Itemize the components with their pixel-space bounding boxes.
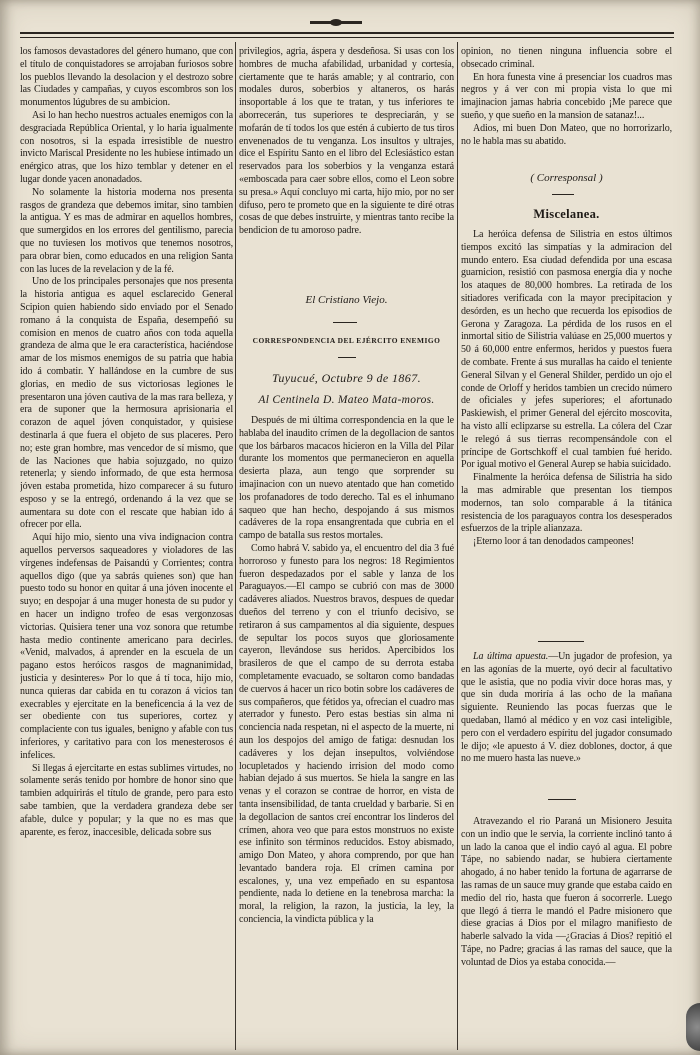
header-rule-thick <box>20 32 674 34</box>
section-title: CORRESPONDENCIA DEL EJÉRCITO ENEMIGO <box>252 336 441 345</box>
paragraph: Como habrá V. sabido ya, el encuentro del dia 3 fué horroroso y funesto para los negros: 18 Regimientos fueron despedazados por el sable y lanza de los Paraguayos.—El campo se cubrió con mas de 3000 cadáveres aliados. Nuestros bravos, despues de quedar dueños del terreno y con el triunfo decisivo, se retiraron á sus campamentos al dia siguiente, despues de sepultar los pocos suyos que gloriosamente cayeron, llevándose sus heridos. Apercibidos los brasileros de que el campo de su derrota estaba completamente evacuado, se soltaron como bandadas de cuervos á hacer un rico botin sobre los cadáveres de sus compañeros, que fétidos ya, ofrecian el cuadro mas aterrador y funesto. Pero estas bestias sin alma ni conciencia nada respetan, ni el aspecto de la muerte, ni aun los despojos del amigo de fatiga: desnudan los cadáveres y los dejan insepultos, volviéndose locupletados y haciendo irrision del modo como habian dejado á sus muertos. Se hiela la sangre en las venas y el corazon se contrae de horror, en vista de tanta insensibilidad, de tanta crueldad y barbarie. Si en la degollacion de santos creí encontrar los linderos del crímen, ahora veo que para estos monstruos no existe ese infinito son términos reducidos. Estoy abismado, amigo Don Mateo, y ahora comprendo, por que han levantado bandera roja. El crímen camina por escalones, y, una vez empeñado en su espantosa pendiente, nada lo detiene en la tenebrosa marcha: la moral, la religion, la razon, la justicia, la ley, la conciencia, la vindicta pública y la <box>239 542 454 926</box>
column-2-letter-end <box>239 46 454 286</box>
paragraph: Si llegas á ejercitarte en estas sublimes virtudes, no solamente serás tenido por hombre de honor sino que tambien adquirirás el título de grande, pero para esto sabe tambien, que la verdadera grandeza debe ser afable, dulce y popular; y la que no es mas que aparente, es feroz, inaccesible, delicada sobre sus <box>20 762 233 838</box>
anecdote-parana <box>461 816 672 1046</box>
section-title: Miscelanea. <box>533 207 600 221</box>
paragraph: En hora funesta vine á presenciar los cuadros mas negros y á ver con mi propia vista lo que mi imajinacion jamas habria concebido ¡Me parece que sueño, y que sueño en la mansion de satanaz!... <box>461 71 672 121</box>
section-rule <box>333 322 357 323</box>
paragraph: Asi lo han hecho nuestros actuales enemigos con la desgraciada República Oriental, y lo haria igualmente con nosotros, si la espada irresistible de nuestro invicto Mariscal Presidente no les hubiese intimado un enérgico atras, que los hizo temblar y detener en el lugar donde yacen anonadados. <box>20 109 233 185</box>
header-rule-thin <box>20 37 674 38</box>
anecdote-title: La última apuesta. <box>473 651 549 662</box>
paragraph: Después de mi última correspondencia en la que le hablaba del inaudito crímen de la degollacion de santos que los bárbaros macacos hicieron en la Villa del Pilar durante los momentos que permanecieron en aquella desierta plaza, aun tengo que sorprender su imajinacion con un nuevo atentado que han cometido los profanadores de todo derecho. Tal es el inhumano saqueo que han hecho, despojando á sus mismos cadáveres de la ropa ensangrentada que cubria en el campo de batalla sus restos mortales. <box>239 415 454 542</box>
library-stamp <box>686 1003 700 1051</box>
section-rule <box>538 641 584 642</box>
paragraph: privilegios, agria, áspera y desdeñosa. Si usas con los hombres de mucha afabilidad, urbanidad y cortesía, ciertamente que te harás amable; y al contrario, con modales duros, soberbios y altaneros, os harás insoportable á los que te tratan, y tus inferiores te aborrecerán, tus superiores te despreciarán, y se mofarán de tí todos los que estén á cubierto de tus tiros envenenados de tu venganza. Los insultos y ultrajes, dice el Espíritu Santo en el libro del Eclesiástico estan reservados para los soberbios y la venganza estará «emboscada para caer sobre ellos, como el Leon sobre su presa.» Aquí concluyo mi carta, hijo mio, por no ser difuso, pero te prometo que en la siguiente te diré otras cosas de que debes instruirte, y mientras tanto recibe la bendicion de tu amoroso padre. <box>239 46 454 237</box>
paragraph: Aquí hijo mio, siento una viva indignacion contra aquellos perversos saqueadores y violadores de las vírgenes indefensas de Paisandú y Corrientes; contra aquellos digo (que ya sabrás quienes son) que han puesto todo su honor en quitar á una jóven inocente el suyo; en despojar á una muger honesta de su pudor y en hacer un indigno trofeo de esas vergonzosas victorias. Quisiera tener una voz sonora que retumbe hasta medio continente americano para decirles. «Venid, malvados, á aprender en la escuela de un pagano estos heróicos rasgos de magnanimidad, justicia y desinteres» Por lo que á tí toca, hijo mio, nunca quieras dar cabida en tu corazon á vicios tan execrables y ejercitate en la beneficencia á la vez de ser obediente con tus superiores, cortez y complaciente con tus iguales, benigno y afable con tus inferiores, y caritativo para con los menesterosos é infelices. <box>20 532 233 761</box>
paragraph: ¡Eterno loor á tan denodados campeones! <box>473 536 635 548</box>
column-1 <box>20 46 233 1052</box>
section-rule <box>548 799 576 800</box>
header-ornament <box>310 21 362 24</box>
correspondent-signature: ( Corresponsal ) <box>530 172 603 184</box>
anecdote-body: —Un jugador de profesion, ya en las agonías de la muerte, oyó decir al facultativo que le asistia, que no podia vivir doce horas mas, y que sin duda moriría á las ocho de la mañana siguiente. Reuniendo las pocas fuerzas que le quedaban, llamó al médico y en voz casi inteligible, pero con el verdadero espíritu del jugador consumado le dijo; «le apuesto á V. diez doblones, doctor, á que no me muero hasta las nueve.» <box>461 651 672 765</box>
section-rule <box>552 194 574 195</box>
paragraph: No solamente la historia moderna nos presenta rasgos de grandeza que debemos imitar, sino tambien la antigua. Y es mas de admirar en aquellos hombres, que sumergidos en los errores del gentilismo, parecia que no tuviesen los motivos que tenemos nosotros, para obrar bien, como educados en una religion Santa con las luces de la revelacion y de la fé. <box>20 186 233 275</box>
silistria-article <box>461 229 672 634</box>
paragraph: Finalmente la heróica defensa de Silistria ha sido la mas admirable que presentan los tiempos modernos, tan solo comparable á la titánica resistencia de los paraguayos contra los desesperados esfuerzos de la triple alianzaza. <box>461 472 672 535</box>
letter-signature: El Cristiano Viejo. <box>305 294 388 306</box>
paragraph: Atravezando el rio Paraná un Misionero Jesuita con un indio que le servia, la corriente inclinó tanto á un lado la canoa que el indio cayó al agua. El pobre Tápe, no sabiendo nadar, se hubiera ciertamente ahogado, á no haber tenido la fortuna de agarrarse de las ramas de un sauce muy grande que estaba caido en medio del rio, hasta que fueron á socorrerle. Luego que llegó á tierra le mandó el Padre misionero que diese gracias á Dios por el milagro manifiesto de haberle salvado la vida —¿Gracias á Dios? repitió el Tápe, no Padre; gracias á las ramas del sauce, que la voluntad de Dios ya estaba conocida.— <box>461 816 672 968</box>
section-rule <box>338 357 356 358</box>
ornament-dot <box>330 19 342 26</box>
salutation: Al Centinela D. Mateo Mata-moros. <box>258 394 435 406</box>
column-divider-right <box>457 42 458 1050</box>
paragraph <box>461 651 672 766</box>
paragraph: los famosos devastadores del género humano, que con el título de conquistadores se arrojaban furiosos sobre los pueblos llevando la desolacion y el destrozo sobre las Ciudades y campañas, y cuyos escombros son los monumentos lúgubres de su ambicion. <box>20 46 233 109</box>
paragraph: La heróica defensa de Silistria en estos últimos tiempos excitó las simpatías y la admiracion del mundo entero. Esa ciudad defendida por una escasa guarnicion, resistió con pasmosa energía dia y noche los ataques de 80,000 hombres. La retirada de los sitiadores verificada con la mayor precipitacion y desórden, es un hecho que recuerda los episodios de Gerona y Zaragoza. La pérdida de los rusos en el inmortal sitio de Silistria valúase en 25,000 muertos y 50 á 60,000 entre enfermos, heridos y puestos fuera de combate. Frente á sus murallas ha caido el teniente General Silvan y el General Shilder, perdido un ojo el conde de Orloff y heridos tambien un crecido número de oficiales y jefes superiores; el afortunado Paskiewish, el primer General del ejército moscovita, ha visto allí eclipzarse su estrella. La cólera del Czar le relegó á sus tierras recompensándole con el príncipe de Gortschkoff el cual tambien fué herido. Por igual motivo el General Aurep se habia suicidado. <box>461 229 672 471</box>
column-2-correspondence <box>239 415 454 1052</box>
paragraph: opinion, no tienen ninguna influencia sobre el obsecado criminal. <box>461 46 672 70</box>
paragraph: Uno de los principales personajes que nos presenta la historia antigua es aquel esclarecido General Scipion quien habiendo sido enviado por el Senado romano á la conquista de España, desempeñó su comision en menos de cuatro años con toda aquella grandeza de alma que le era característica, haciéndose amar de los mismos enemigos de su patria que habia ido á combatir. Y hallándose en la cumbre de sus glorias, en medio de sus victoriosas legiones le presentaron una jóven cautiva de la mas rara belleza, y era de suponer que la hermosura aprisionaria el corazon de aquel jóven conquistador, y quisiese destinarla á que fuera el objeto de sus placeres. Pero no; este gran hombre, mas vencedor de sí mismo, que de las Naciones que habia sojuzgado, no quizo retenerla; y siendo informado, de que esta hermosa jóven estaba prometida, hizo comparecer á su futuro esposo y se la entregó, ordenando á la vez que se aumentara su dote con el rescate que habian ido á ofrecer por ella. <box>20 276 233 531</box>
column-divider-left <box>235 42 236 1050</box>
anecdote-apuesta <box>461 651 672 791</box>
paragraph: Adios, mi buen Don Mateo, que no horrorizarlo, no le habla mas su abatido. <box>461 122 672 147</box>
column-3-letter-end <box>461 46 672 170</box>
dateline: Tuyucué, Octubre 9 de 1867. <box>272 371 421 385</box>
